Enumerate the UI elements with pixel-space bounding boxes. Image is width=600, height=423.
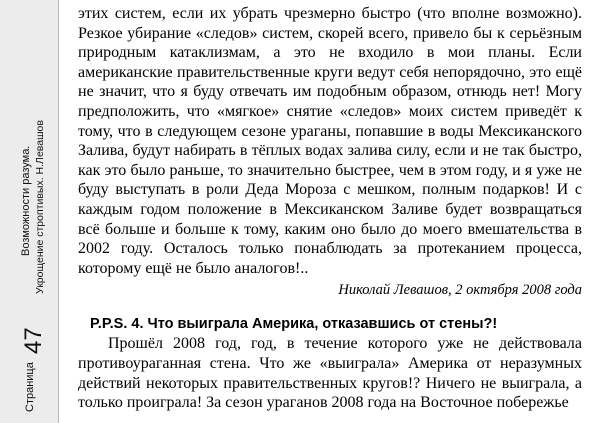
paragraph: этих систем, если их убрать чрезмерно быстро (что вполне возможно). Резкое убирание «следов» систем, скорей всего, привело бы к серьёзным природным катаклизмам, а это не входило в мои планы. Если американские правительственные круги ведут себя непорядочно, это ещё не значит, что я буду отвечать им подобным образом, отнюдь нет! Могу предположить, что «мягкое» снятие «следов» моих систем приведёт к тому, что в следующем сезоне ураганы, попавшие в воды Мексиканского Залива, будут набирать в тёплых водах залива силу, если и не так быстро, как это было раньше, то значительно быстрее, чем в этом году, и я уже не буду выступать в роли Деда Мороза с мешком, полным подарков! И с каждым годом положение в Мексиканском Заливе будет возвращаться всё больше и больше к тому, каким оно было до моего вмешательства в 2002 году. Осталось только понаблюдать за протеканием процесса, которому ещё не было аналогов!.. <box>78 5 582 277</box>
section-heading: P.P.S. 4. Что выиграла Америка, отказавшись от стены?! <box>90 316 498 333</box>
signature: Николай Левашов, 2 октября 2008 года <box>338 282 582 299</box>
page-sidebar <box>0 0 59 423</box>
article-body <box>78 4 582 413</box>
book-title: Возможности разума. <box>20 145 32 256</box>
book-subtitle-author: Укрощение строптивых. Н.Левашов <box>34 120 46 294</box>
page-label: Страница <box>24 362 36 412</box>
page-number: 47 <box>20 327 47 354</box>
paragraph: Прошёл 2008 год, год, в течение которого уже не действовала противоураганная стена. Что же «выиграла» Америка от неразумных действий некоторых правительственных кругов!? Ничего не выиграла, а только проиграла! За сезон ураганов 2008 года на Восточное побережье <box>78 335 582 412</box>
